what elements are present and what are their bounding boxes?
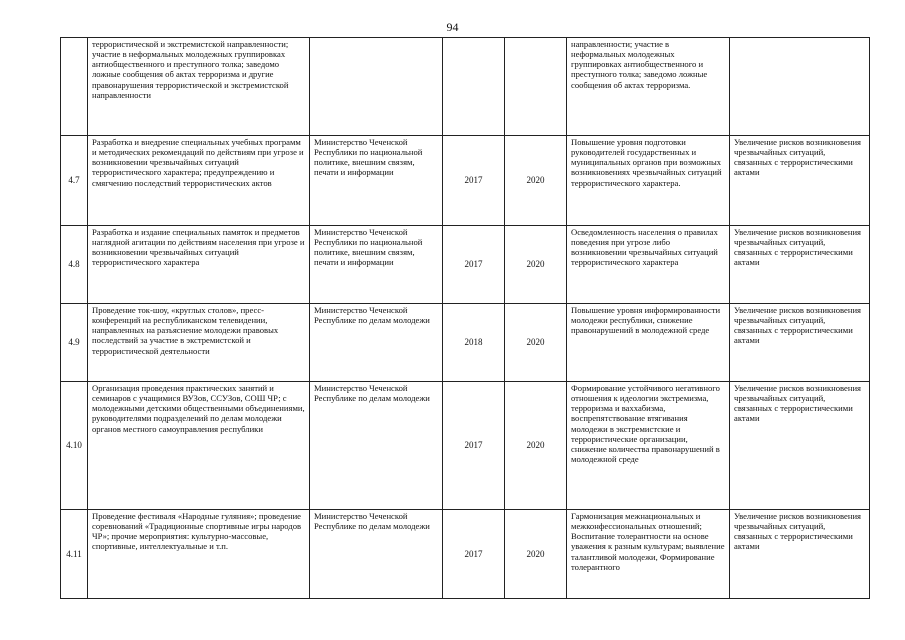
activity-cell: Проведение ток-шоу, «круглых столов», пресс-конференций на республиканском телевидении, направленных на разъяснение молодежи правовых последствий за участие в экстремистской и террористической деятельности (88, 304, 310, 382)
executor-cell: Министерство Чеченской Республике по делам молодежи (310, 304, 443, 382)
executor-cell: Министерство Чеченской Республики по национальной политике, внешним связям, печати и информации (310, 136, 443, 226)
start-year-cell: 2018 (443, 304, 505, 382)
activity-cell: Организация проведения практических занятий и семинаров с учащимися ВУЗов, ССУЗов, СОШ ЧР; с молодежными детскими общественными объединениями, руководителями подразделений по делам молодежи органов местного самоуправления республики (88, 382, 310, 510)
activity-cell: Проведение фестиваля «Народные гуляния»; проведение соревнований «Традиционные спортивные игры народов ЧР»; прочие мероприятия: культурно-массовые, спортивные, интеллектуальные и т.п. (88, 510, 310, 599)
end-year-cell: 2020 (505, 304, 567, 382)
executor-cell: Министерство Чеченской Республики по национальной политике, внешним связям, печати и информации (310, 226, 443, 304)
row-number: 4.7 (61, 136, 88, 226)
risk-cell: Увеличение рисков возникновения чрезвычайных ситуаций, связанных с террористическими актами (730, 226, 870, 304)
end-year-cell (505, 38, 567, 136)
row-number (61, 38, 88, 136)
row-number: 4.9 (61, 304, 88, 382)
activity-cell: Разработка и внедрение специальных учебных программ и методических рекомендаций по действиям при угрозе и возникновении чрезвычайных ситуаций террористического характера; предупреждению и смягчению последствий террористических актов (88, 136, 310, 226)
page-number: 94 (446, 20, 459, 34)
start-year-cell: 2017 (443, 510, 505, 599)
activity-cell: Разработка и издание специальных памяток и предметов наглядной агитации по действиям населения при угрозе и возникновении чрезвычайных ситуаций террористического характера (88, 226, 310, 304)
start-year-cell: 2017 (443, 226, 505, 304)
result-cell: Гармонизация межнациональных и межконфессиональных отношений; Воспитание толерантности на основе уважения к разным культурам; выявление талантливой молодежи, Формирование толерантного (567, 510, 730, 599)
risk-cell: Увеличение рисков возникновения чрезвычайных ситуаций, связанных с террористическими актами (730, 304, 870, 382)
start-year-cell: 2017 (443, 136, 505, 226)
end-year-cell: 2020 (505, 382, 567, 510)
activity-cell: террористической и экстремистской направленности; участие в неформальных молодежных группировках антиобщественного и преступного толка; заведомо ложные сообщения об актах терроризма и другие правонарушения террористической и экстремистской направленности (88, 38, 310, 136)
table-row (61, 382, 870, 510)
end-year-cell: 2020 (505, 226, 567, 304)
end-year-cell: 2020 (505, 136, 567, 226)
result-cell: Повышение уровня подготовки руководителей государственных и муниципальных органов при возможных возникновениях чрезвычайных ситуаций террористического характера. (567, 136, 730, 226)
risk-cell (730, 38, 870, 136)
measures-table (60, 37, 870, 599)
start-year-cell: 2017 (443, 382, 505, 510)
table-row (61, 38, 870, 136)
start-year-cell (443, 38, 505, 136)
risk-cell: Увеличение рисков возникновения чрезвычайных ситуаций, связанных с террористическими актами (730, 136, 870, 226)
risk-cell: Увеличение рисков возникновения чрезвычайных ситуаций, связанных с террористическими актами (730, 510, 870, 599)
risk-cell: Увеличение рисков возникновения чрезвычайных ситуаций, связанных с террористическими актами (730, 382, 870, 510)
row-number: 4.8 (61, 226, 88, 304)
row-number: 4.11 (61, 510, 88, 599)
result-cell: Осведомленность населения о правилах поведения при угрозе либо возникновении чрезвычайных ситуаций террористического характера (567, 226, 730, 304)
executor-cell: Министерство Чеченской Республике по делам молодежи (310, 382, 443, 510)
table-row (61, 136, 870, 226)
result-cell: направленности; участие в неформальных молодежных группировках антиобщественного и преступного толка; заведомо ложные сообщения об актах терроризма. (567, 38, 730, 136)
table-row (61, 510, 870, 599)
table-row (61, 226, 870, 304)
end-year-cell: 2020 (505, 510, 567, 599)
result-cell: Повышение уровня информированности молодежи республики, снижение правонарушений в молодежной среде (567, 304, 730, 382)
row-number: 4.10 (61, 382, 88, 510)
table-row (61, 304, 870, 382)
executor-cell: Министерство Чеченской Республике по делам молодежи (310, 510, 443, 599)
result-cell: Формирование устойчивого негативного отношения к идеологии экстремизма, терроризма и ваххабизма, воспрепятствование втягивания молодежи в экстремистские и террористические организации, снижение количества правонарушений в молодежной среде (567, 382, 730, 510)
executor-cell (310, 38, 443, 136)
